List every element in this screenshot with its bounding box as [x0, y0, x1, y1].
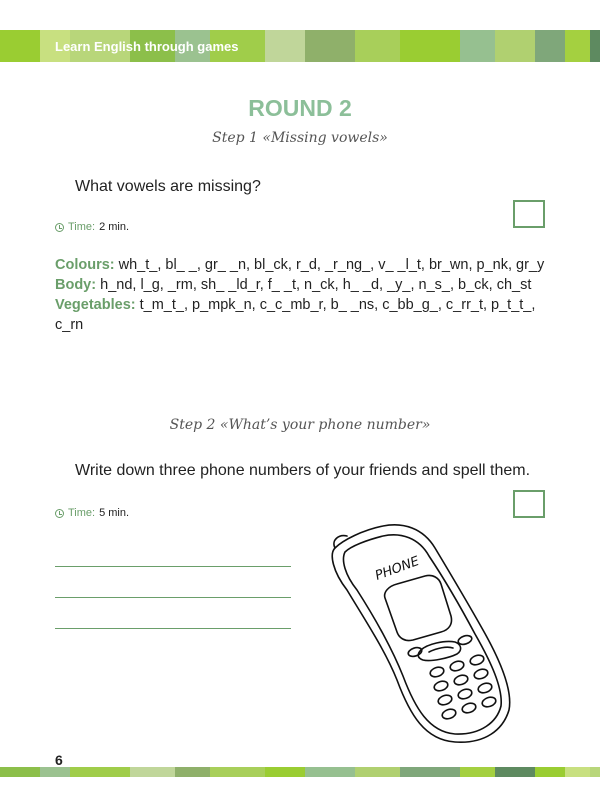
- time-label: Time:: [68, 221, 96, 233]
- stripe-segment: [305, 767, 355, 777]
- stripe-segment: [460, 30, 495, 62]
- stripe-segment: [305, 30, 355, 62]
- step1-checkbox[interactable]: [513, 200, 545, 228]
- step1-title: Step 1 «Missing vowels»: [212, 130, 388, 146]
- stripe-segment: [355, 30, 400, 62]
- stripe-segment: [40, 767, 70, 777]
- step2-question: Write down three phone numbers of your friends and spell them.: [75, 462, 531, 479]
- phone-label: PHONE: [373, 553, 422, 584]
- vegetables-line: [55, 295, 555, 335]
- colours-label: Colours:: [55, 257, 115, 273]
- time-label: Time:: [68, 507, 96, 519]
- stripe-segment: [495, 767, 535, 777]
- stripe-segment: [565, 767, 590, 777]
- step2-time: [55, 507, 129, 519]
- step1-time: [55, 221, 129, 233]
- stripe-segment: [0, 767, 40, 777]
- footer-stripe: [0, 767, 600, 777]
- phone-nav-pad: [418, 641, 460, 660]
- stripe-segment: [130, 767, 175, 777]
- stripe-segment: [70, 767, 130, 777]
- phone-body: [332, 525, 509, 742]
- stripe-segment: [400, 767, 460, 777]
- vegetables-label: Vegetables:: [55, 297, 136, 313]
- step1-question: What vowels are missing?: [75, 178, 261, 195]
- header-title: Learn English through games: [55, 39, 239, 54]
- body-label: Body:: [55, 277, 97, 293]
- body-line: [55, 275, 555, 295]
- stripe-segment: [175, 767, 210, 777]
- colours-words: wh_t_, bl_ _, gr_ _n, bl_ck, r_d, _r_ng_, v_ _l_t, br_wn, p_nk, gr_y: [118, 257, 545, 273]
- step2-title: Step 2 «What’s your phone number»: [169, 417, 431, 433]
- stripe-segment: [460, 767, 495, 777]
- soft-key-right: [457, 634, 473, 646]
- phone-illustration: [325, 520, 515, 750]
- colours-line: [55, 255, 555, 275]
- stripe-segment: [400, 30, 460, 62]
- stripe-segment: [590, 767, 600, 777]
- phone-nav-center: [429, 647, 453, 652]
- stripe-segment: [210, 767, 265, 777]
- time-value: 5 min.: [99, 507, 130, 519]
- phone-keypad: [429, 654, 497, 721]
- clock-icon: [55, 223, 64, 232]
- stripe-segment: [565, 30, 590, 62]
- stripe-segment: [355, 767, 400, 777]
- stripe-segment: [0, 30, 40, 62]
- stripe-segment: [535, 30, 565, 62]
- step1-word-list: [55, 255, 555, 335]
- page-number: 6: [55, 752, 63, 768]
- answer-line-2[interactable]: [55, 597, 291, 598]
- stripe-segment: [265, 767, 305, 777]
- soft-key-left: [407, 646, 423, 658]
- stripe-segment: [495, 30, 535, 62]
- time-value: 2 min.: [99, 221, 130, 233]
- round-title: ROUND 2: [248, 95, 352, 121]
- step2-checkbox[interactable]: [513, 490, 545, 518]
- stripe-segment: [265, 30, 305, 62]
- vegetables-words: t_m_t_, p_mpk_n, c_c_mb_r, b_ _ns, c_bb_g_, c_rr_t, p_t_t_, c_rn: [55, 297, 536, 333]
- phone-inner: [344, 535, 502, 734]
- answer-line-3[interactable]: [55, 628, 291, 629]
- clock-icon: [55, 509, 64, 518]
- phone-screen: [385, 575, 452, 640]
- stripe-segment: [535, 767, 565, 777]
- answer-line-1[interactable]: [55, 566, 291, 567]
- body-words: h_nd, l_g, _rm, sh_ _ld_r, f_ _t, n_ck, h_ _d, _y_, n_s_, b_ck, ch_st: [100, 277, 532, 293]
- stripe-segment: [590, 30, 600, 62]
